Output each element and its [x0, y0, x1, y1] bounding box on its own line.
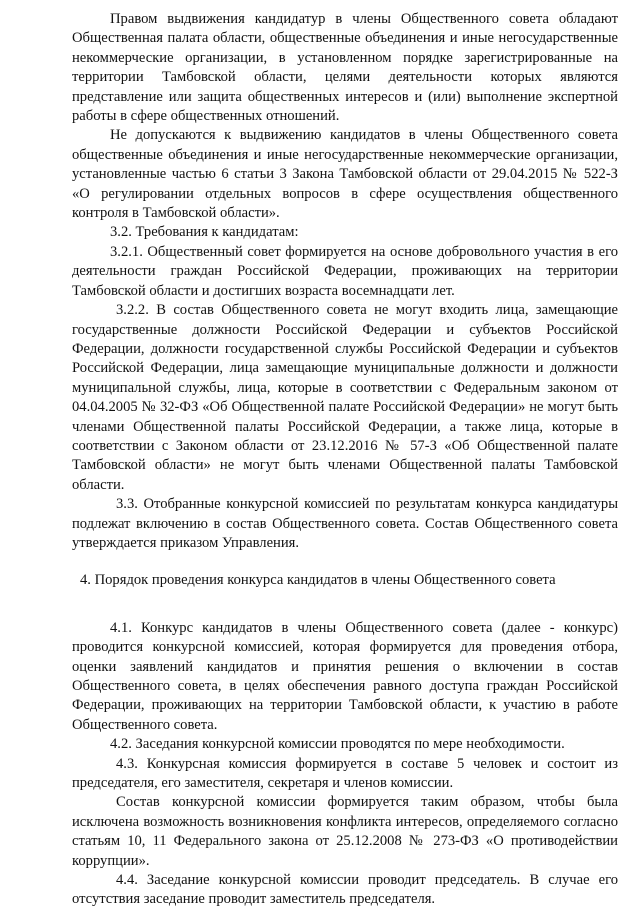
paragraph-4-3: 4.3. Конкурсная комиссия формируется в составе 5 человек и состоит из председателя, его заместителя, секретаря и членов комиссии.: [72, 755, 618, 792]
paragraph-3-2-1: 3.2.1. Общественный совет формируется на основе добровольного участия в его деятельности граждан Российской Федерации, проживающих на территории Тамбовской области и достигших возраста восемнадцати лет.: [72, 243, 618, 299]
paragraph-commission-composition: Состав конкурсной комиссии формируется таким образом, чтобы была исключена возможность возникновения конфликта интересов, определяемого согласно статьям 10, 11 Федерального закона от 25.12.2008 № 273-ФЗ «О противодействии коррупции».: [72, 794, 618, 869]
paragraph-4-2: 4.2. Заседания конкурсной комиссии проводятся по мере необходимости.: [110, 736, 565, 753]
spacer: [72, 553, 618, 571]
paragraph-3-3: 3.3. Отобранные конкурсной комиссией по результатам конкурса кандидатуры подлежат включению в состав Общественного совета. Состав Общественного совета утверждается приказом Управления.: [72, 496, 618, 551]
paragraph-3-2-2: 3.2.2. В состав Общественного совета не могут входить лица, замещающие государственные должности Российской Федерации и субъектов Российской Федерации, должности государственной службы Российской Федерации и субъектов Российской Федерации, лица замещающие муниципальные должности и должности муниципальной службы, лица, которые в соответствии с Федеральным законом от 04.04.2005 № 32-ФЗ «Об Общественной палате Российской Федерации» не могут быть членами Общественной палаты Российской Федерации, а также лица, которые в соответствии с Законом области от 23.12.2016 № 57-З «Об Общественной палате Тамбовской области» не могут быть членами Общественной палаты Тамбовской области.: [72, 302, 618, 493]
paragraph-4-1: 4.1. Конкурс кандидатов в члены Общественного совета (далее - конкурс) проводится конкурсной комиссией, которая формируется для проведения отбора, оценки заявлений кандидатов и принятия решения о включении в состав Общественного совета, в целях обеспечения равного доступа граждан Российской Федерации, проживающих на территории Тамбовской области, к участию в работе Общественного совета.: [72, 619, 618, 733]
section-4-heading: 4. Порядок проведения конкурса кандидатов в члены Общественного совета: [80, 572, 556, 589]
paragraph-3-2: 3.2. Требования к кандидатам:: [110, 224, 299, 241]
paragraph-nomination-exclusions: Не допускаются к выдвижению кандидатов в члены Общественного совета общественные объединения и иные негосударственные некоммерческие организации, установленные частью 6 статьи 3 Закона Тамбовской области от 29.04.2015 № 522-З «О регулировании отдельных вопросов в сфере осуществления общественного контроля в Тамбовской области».: [72, 127, 618, 222]
paragraph-4-4: 4.4. Заседание конкурсной комиссии проводит председатель. В случае его отсутствия заседание проводит заместитель председателя.: [72, 872, 618, 908]
spacer: [72, 591, 618, 619]
paragraph-nomination-rights: Правом выдвижения кандидатур в члены Общественного совета обладают Общественная палата области, общественные объединения и иные негосударственные некоммерческие организации, в установленном порядке зарегистрированные на территории Тамбовской области, целями деятельности которых являются представление или защита общественных интересов и (или) выполнение экспертной работы в сфере общественных отношений.: [72, 11, 618, 125]
document-page: [72, 10, 618, 910]
